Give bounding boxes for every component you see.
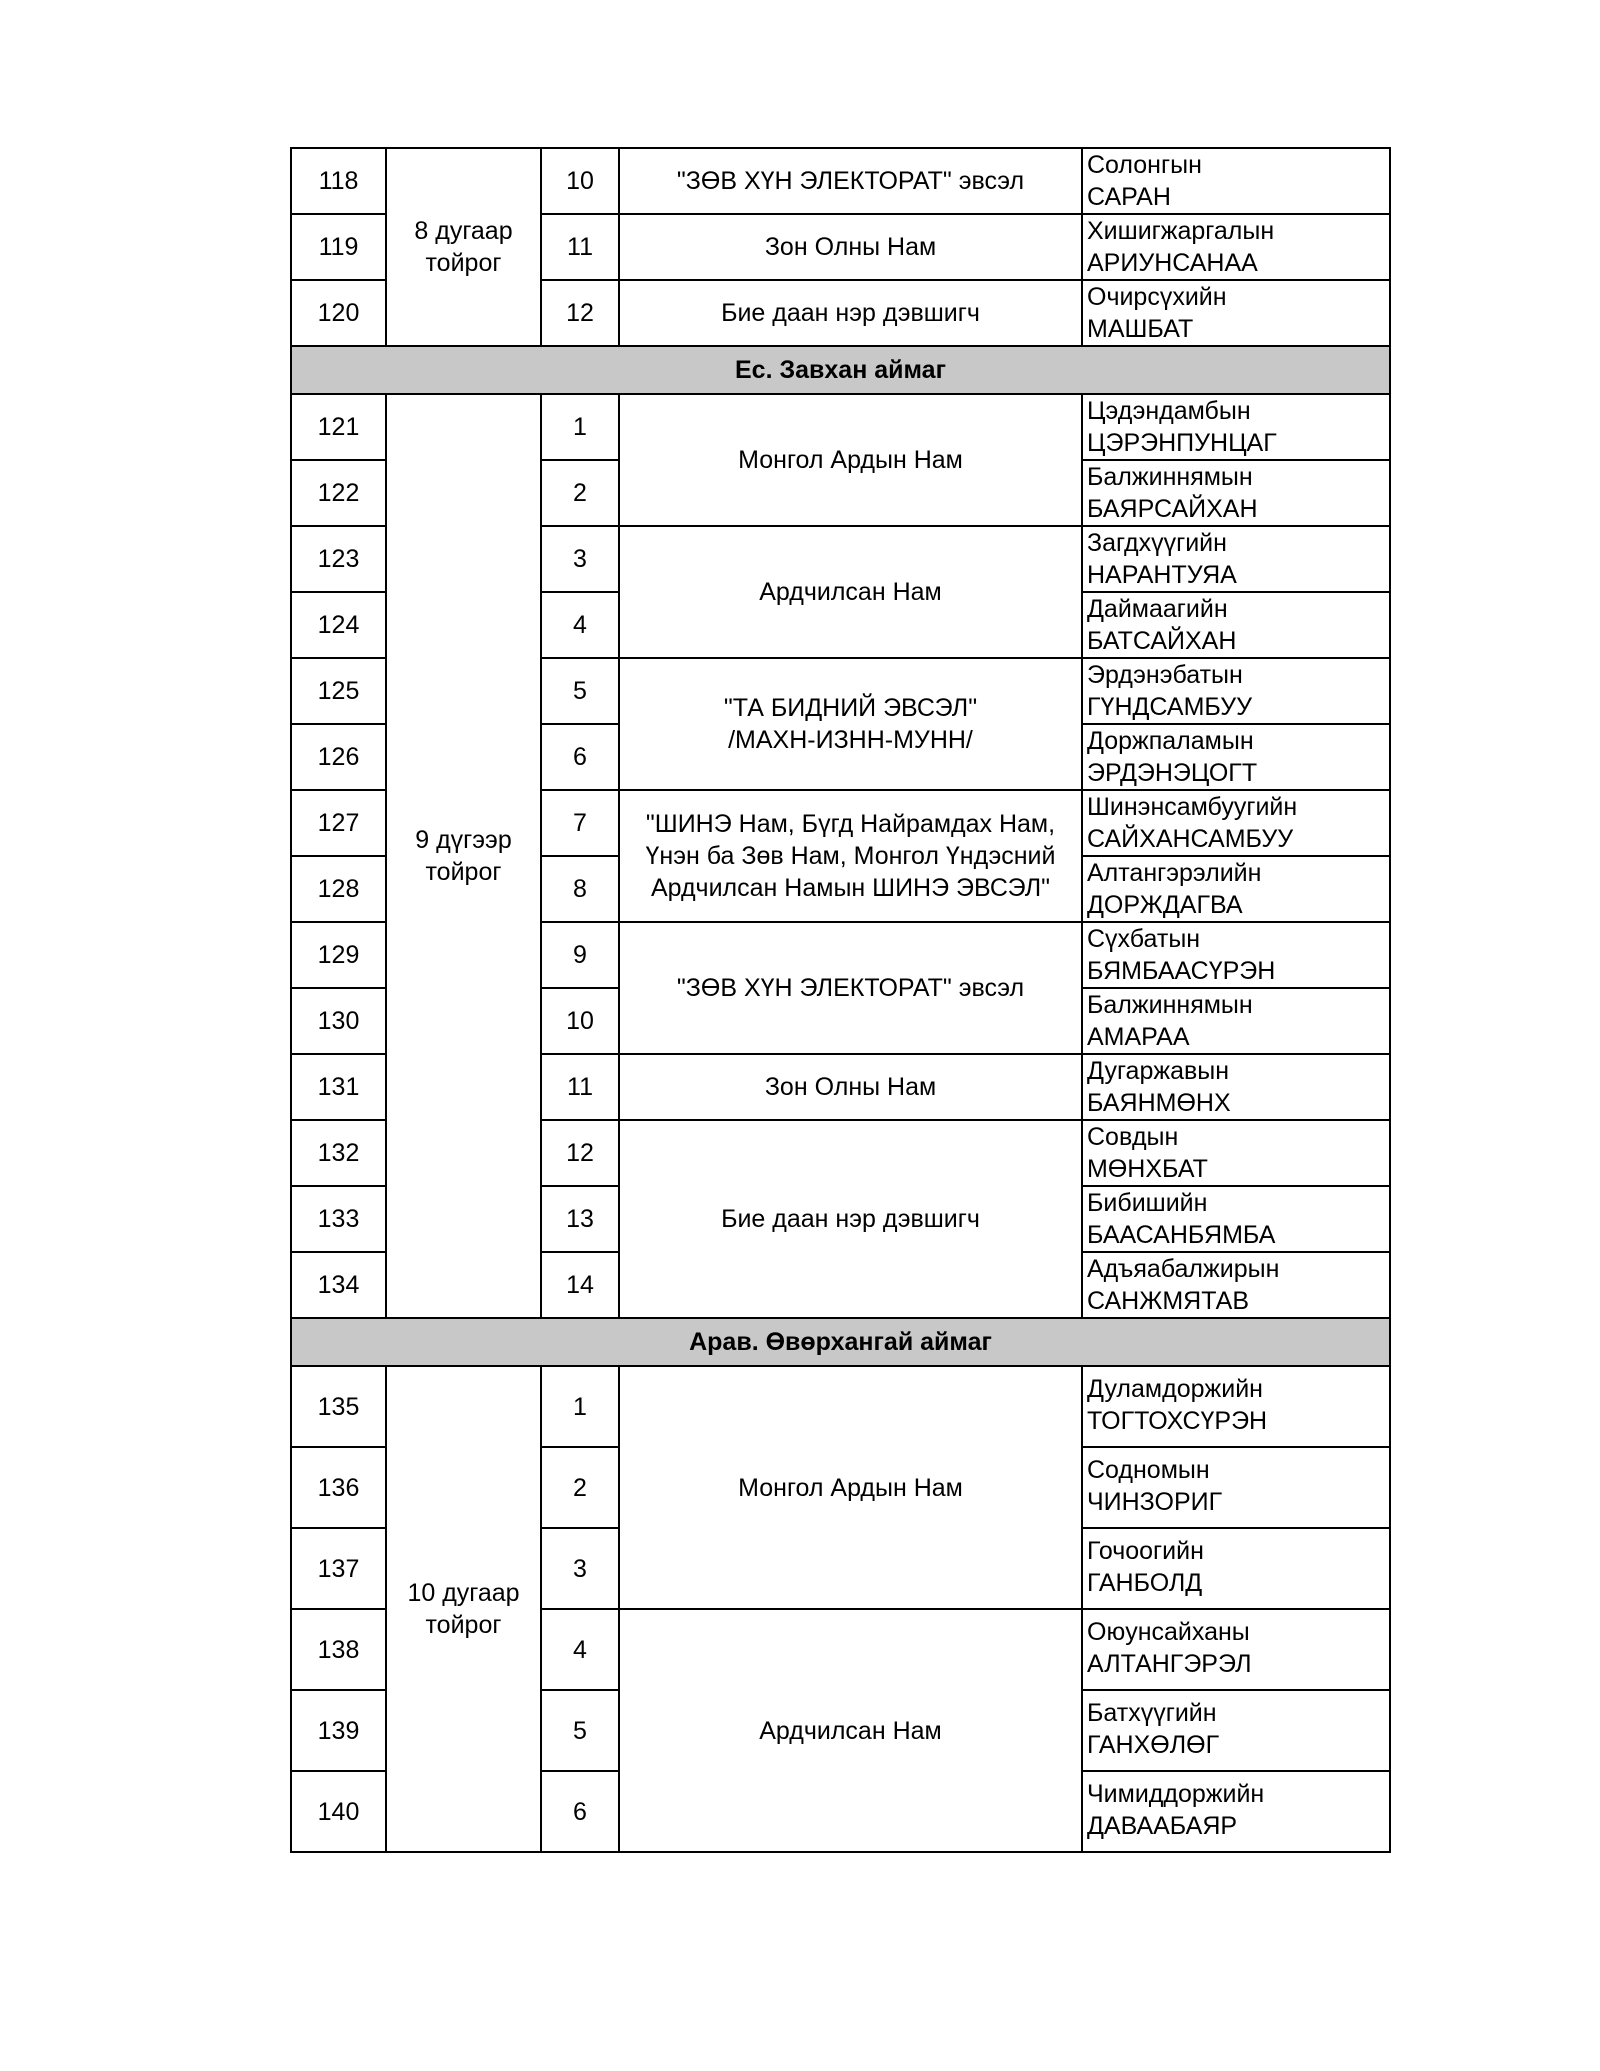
candidate-index: 6: [541, 1771, 619, 1852]
party-cell: "ЗӨВ ХҮН ЭЛЕКТОРАТ" эвсэл: [619, 148, 1082, 214]
party-cell: Монгол Ардын Нам: [619, 394, 1082, 526]
row-number: 123: [291, 526, 386, 592]
row-number: 128: [291, 856, 386, 922]
candidate-index: 10: [541, 988, 619, 1054]
candidate-name: Батхүүгийн ГАНХӨЛӨГ: [1082, 1690, 1390, 1771]
district-cell: 10 дугаар тойрог: [386, 1366, 541, 1852]
candidate-index: 3: [541, 1528, 619, 1609]
row-number: 125: [291, 658, 386, 724]
candidate-name: Эрдэнэбатын ГҮНДСАМБУУ: [1082, 658, 1390, 724]
district-cell: 9 дүгээр тойрог: [386, 394, 541, 1318]
candidate-name: Адъяабалжирын САНЖМЯТАВ: [1082, 1252, 1390, 1318]
section-row: [291, 1318, 1390, 1366]
row-number: 121: [291, 394, 386, 460]
party-cell: Зон Олны Нам: [619, 214, 1082, 280]
row-number: 133: [291, 1186, 386, 1252]
row-number: 122: [291, 460, 386, 526]
section-title-zavkhan: Ес. Завхан аймаг: [291, 346, 1390, 394]
candidate-index: 6: [541, 724, 619, 790]
party-cell: "ШИНЭ Нам, Бүгд Найрамдах Нам, Үнэн ба Зөв Нам, Монгол Үндэсний Ардчилсан Намын ШИНЭ ЭВСЭЛ": [619, 790, 1082, 922]
candidate-index: 7: [541, 790, 619, 856]
candidate-index: 3: [541, 526, 619, 592]
candidate-name: Совдын МӨНХБАТ: [1082, 1120, 1390, 1186]
candidate-name: Доржпаламын ЭРДЭНЭЦОГТ: [1082, 724, 1390, 790]
candidate-index: 9: [541, 922, 619, 988]
candidate-index: 2: [541, 460, 619, 526]
candidate-index: 11: [541, 1054, 619, 1120]
candidate-index: 1: [541, 394, 619, 460]
district-cell: 8 дугаар тойрог: [386, 148, 541, 346]
row-number: 119: [291, 214, 386, 280]
party-cell: "ТА БИДНИЙ ЭВСЭЛ" /МАХН-ИЗНН-МУНН/: [619, 658, 1082, 790]
candidate-index: 12: [541, 280, 619, 346]
row-number: 124: [291, 592, 386, 658]
section-title-uvurkhangai: Арав. Өвөрхангай аймаг: [291, 1318, 1390, 1366]
row-number: 126: [291, 724, 386, 790]
candidate-name: Дуламдоржийн ТОГТОХСҮРЭН: [1082, 1366, 1390, 1447]
candidate-name: Гочоогийн ГАНБОЛД: [1082, 1528, 1390, 1609]
row-number: 120: [291, 280, 386, 346]
candidate-name: Чимиддоржийн ДАВААБАЯР: [1082, 1771, 1390, 1852]
party-cell: Ардчилсан Нам: [619, 526, 1082, 658]
table-row: [291, 394, 1390, 460]
candidate-index: 2: [541, 1447, 619, 1528]
candidate-index: 4: [541, 1609, 619, 1690]
row-number: 130: [291, 988, 386, 1054]
row-number: 137: [291, 1528, 386, 1609]
candidate-name: Балжиннямын БАЯРСАЙХАН: [1082, 460, 1390, 526]
candidate-name: Хишигжаргалын АРИУНСАНАА: [1082, 214, 1390, 280]
section-row: [291, 346, 1390, 394]
party-cell: Ардчилсан Нам: [619, 1609, 1082, 1852]
row-number: 140: [291, 1771, 386, 1852]
table-row: [291, 1366, 1390, 1447]
row-number: 139: [291, 1690, 386, 1771]
candidate-index: 5: [541, 658, 619, 724]
party-cell: Зон Олны Нам: [619, 1054, 1082, 1120]
row-number: 131: [291, 1054, 386, 1120]
party-cell: Монгол Ардын Нам: [619, 1366, 1082, 1609]
row-number: 136: [291, 1447, 386, 1528]
candidate-index: 5: [541, 1690, 619, 1771]
candidate-table: [290, 147, 1391, 1853]
candidate-index: 1: [541, 1366, 619, 1447]
candidate-index: 4: [541, 592, 619, 658]
candidate-index: 14: [541, 1252, 619, 1318]
candidate-name: Алтангэрэлийн ДОРЖДАГВА: [1082, 856, 1390, 922]
row-number: 118: [291, 148, 386, 214]
candidate-name: Дугаржавын БАЯНМӨНХ: [1082, 1054, 1390, 1120]
candidate-name: Очирсүхийн МАШБАТ: [1082, 280, 1390, 346]
row-number: 127: [291, 790, 386, 856]
candidate-name: Бибишийн БААСАНБЯМБА: [1082, 1186, 1390, 1252]
row-number: 129: [291, 922, 386, 988]
candidate-index: 11: [541, 214, 619, 280]
party-cell: Бие даан нэр дэвшигч: [619, 280, 1082, 346]
row-number: 135: [291, 1366, 386, 1447]
row-number: 134: [291, 1252, 386, 1318]
candidate-name: Солонгын САРАН: [1082, 148, 1390, 214]
candidate-index: 12: [541, 1120, 619, 1186]
candidate-name: Даймаагийн БАТСАЙХАН: [1082, 592, 1390, 658]
candidate-name: Шинэнсамбуугийн САЙХАНСАМБУУ: [1082, 790, 1390, 856]
party-cell: "ЗӨВ ХҮН ЭЛЕКТОРАТ" эвсэл: [619, 922, 1082, 1054]
candidate-index: 8: [541, 856, 619, 922]
candidate-name: Балжиннямын АМАРАА: [1082, 988, 1390, 1054]
candidate-name: Содномын ЧИНЗОРИГ: [1082, 1447, 1390, 1528]
candidate-index: 10: [541, 148, 619, 214]
party-cell: Бие даан нэр дэвшигч: [619, 1120, 1082, 1318]
candidate-name: Загдхүүгийн НАРАНТУЯА: [1082, 526, 1390, 592]
candidate-name: Цэдэндамбын ЦЭРЭНПУНЦАГ: [1082, 394, 1390, 460]
row-number: 138: [291, 1609, 386, 1690]
row-number: 132: [291, 1120, 386, 1186]
table-row: [291, 148, 1390, 214]
candidate-name: Сүхбатын БЯМБААСҮРЭН: [1082, 922, 1390, 988]
candidate-index: 13: [541, 1186, 619, 1252]
candidate-name: Оюунсайханы АЛТАНГЭРЭЛ: [1082, 1609, 1390, 1690]
